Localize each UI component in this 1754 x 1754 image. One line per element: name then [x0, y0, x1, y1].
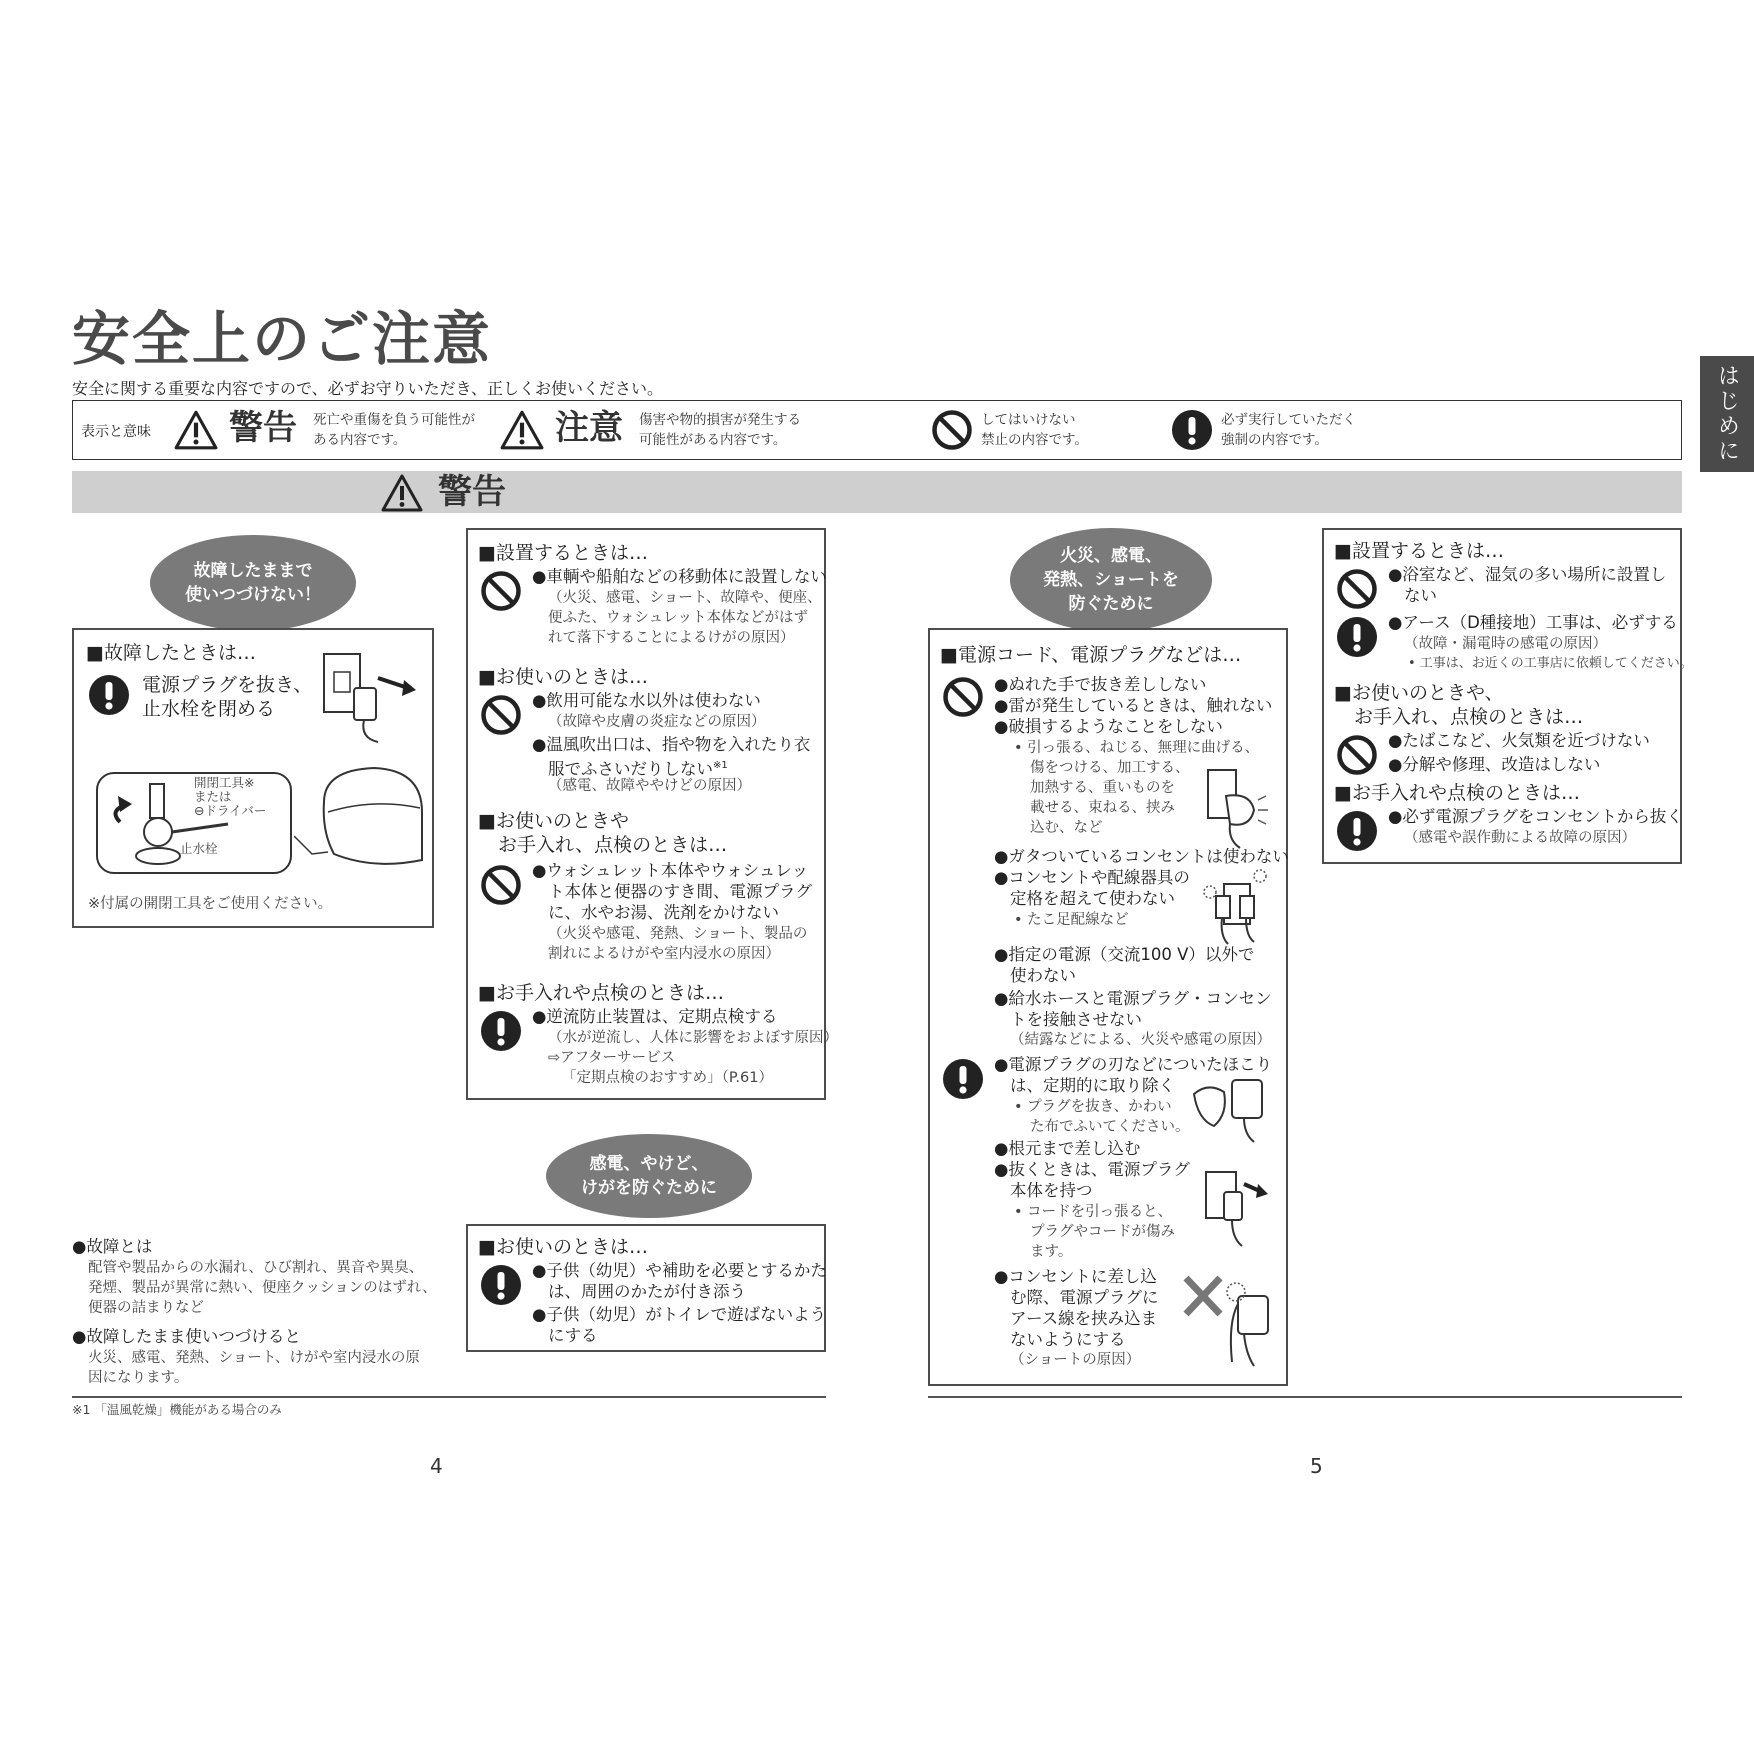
hand-plug-illustration	[1200, 766, 1270, 850]
mandatory-icon	[1171, 409, 1213, 451]
section-heading: ■設置するときは…	[1334, 540, 1504, 562]
mandatory-icon	[1336, 810, 1378, 852]
item-text: ●コンセントや配線器具の	[994, 868, 1190, 887]
section-heading: ■お使いのときや、	[1334, 682, 1504, 704]
prohibit-icon	[480, 570, 522, 612]
item-subtext: 便ふた、ウォシュレット本体などがはず	[548, 610, 808, 626]
item-text: ●ガタついているコンセントは使わない	[994, 847, 1289, 866]
item-text: ●飲用可能な水以外は使わない	[532, 691, 761, 710]
item-text: ●抜くときは、電源プラグ	[994, 1160, 1190, 1179]
section-heading: ■設置するときは…	[478, 542, 648, 564]
outlet-unplug-illustration	[316, 648, 426, 744]
legend-caution-word: 注意	[555, 408, 623, 448]
item-text: アース線を挟み込ま	[1010, 1309, 1158, 1328]
item-text: トを接触させない	[1010, 1010, 1142, 1029]
child-safety-box	[466, 1224, 826, 1352]
banner-label: 警告	[438, 472, 506, 512]
ground-wire-pinch-illustration	[1180, 1270, 1278, 1370]
failure-note: ※付属の開閉工具をご使用ください。	[88, 896, 333, 912]
failure-def-text: 発煙、製品が異常に熱い、便座クッションのはずれ、	[88, 1280, 437, 1296]
item-subtext: • プラグを抜き、かわい	[1014, 1099, 1172, 1115]
item-text: ●電源プラグの刃などについたほこり	[994, 1055, 1273, 1074]
item-text: 定格を超えて使わない	[1010, 889, 1175, 908]
item-subtext: プラグやコードが傷み	[1030, 1224, 1175, 1240]
item-text: ない	[1404, 586, 1437, 605]
warning-banner	[72, 471, 1682, 513]
toilet-illustration	[294, 762, 426, 874]
item-text: にする	[548, 1326, 598, 1345]
failure-consequence-heading: ●故障したまま使いつづけると	[72, 1327, 301, 1346]
item-subtext: 載せる、束ねる、挟み	[1030, 800, 1175, 816]
item-text: ●アース（D種接地）工事は、必ずする	[1388, 613, 1678, 632]
periodic-check-link[interactable]: 「定期点検のおすすめ」（P.61）	[562, 1070, 773, 1086]
item-text: ●給水ホースと電源プラグ・コンセン	[994, 989, 1272, 1008]
prohibit-icon	[1336, 568, 1378, 610]
item-text: ●逆流防止装置は、定期点検する	[532, 1007, 778, 1026]
callout-pill-electric: 感電、やけど、 けがを防ぐために	[546, 1134, 752, 1218]
legend-warning-word: 警告	[229, 408, 297, 448]
item-subtext: 込む、など	[1030, 820, 1103, 836]
label-or: または	[194, 789, 232, 804]
item-text: ●子供（幼児）がトイレで遊ばないよう	[532, 1305, 827, 1324]
item-subtext: ます。	[1030, 1244, 1073, 1260]
item-text: 本体を持つ	[1010, 1181, 1093, 1200]
label-valve: 止水栓	[180, 841, 218, 856]
after-service-link[interactable]: ⇨アフターサービス	[548, 1050, 676, 1066]
item-text: ●分解や修理、改造はしない	[1388, 755, 1601, 774]
section-heading: ■お手入れや点検のときは…	[478, 982, 724, 1004]
prohibit-icon	[480, 864, 522, 906]
prohibit-icon	[931, 409, 973, 451]
item-subtext: • たこ足配線など	[1014, 912, 1129, 928]
side-tab[interactable]: はじめに	[1700, 356, 1754, 472]
item-text: ●必ず電源プラグをコンセントから抜く	[1388, 807, 1683, 826]
failure-line2: 止水栓を閉める	[142, 698, 276, 720]
callout-pill-failure: 故障したままで 使いつづけない！	[150, 535, 356, 631]
failure-box	[72, 628, 434, 928]
prohibit-icon	[480, 694, 522, 736]
item-text: は、周囲のかたが付き添う	[548, 1282, 746, 1301]
wipe-plug-illustration	[1188, 1074, 1272, 1146]
symbol-legend	[72, 400, 1682, 460]
footer-divider-left	[72, 1396, 826, 1398]
failure-heading: ■故障したときは…	[86, 642, 256, 664]
section-heading: ■お使いのときや	[478, 810, 629, 832]
item-text: に、水やお湯、洗剤をかけない	[548, 903, 779, 922]
page-subtitle: 安全に関する重要な内容ですので、必ずお守りいただき、正しくお使いください。	[72, 379, 664, 398]
item-text: ●浴室など、湿気の多い場所に設置し	[1388, 565, 1667, 584]
item-text: ●ウォシュレット本体やウォシュレッ	[532, 861, 809, 880]
item-subtext: （火災、感電、ショート、故障や、便座、	[548, 590, 822, 606]
item-subtext: 加熱する、重いものを	[1030, 780, 1175, 796]
failure-def-text: 便器の詰まりなど	[88, 1300, 204, 1316]
section-heading: お手入れ、点検のときは…	[498, 834, 728, 856]
label-driver: ⊖ドライバー	[194, 803, 267, 818]
page-number-left: 4	[430, 1454, 443, 1478]
failure-def-heading: ●故障とは	[72, 1237, 153, 1256]
install-humidity-box	[1322, 528, 1693, 864]
item-text: ●たばこなど、火気類を近づけない	[1388, 731, 1650, 750]
page-title: 安全上のご注意	[72, 305, 493, 373]
mandatory-icon	[480, 1010, 522, 1052]
item-subtext: （故障・漏電時の感電の原因）	[1404, 636, 1607, 652]
mandatory-icon	[88, 674, 130, 716]
failure-line1: 電源プラグを抜き、	[142, 674, 313, 696]
install-usage-box	[466, 528, 838, 1100]
overloaded-outlet-illustration	[1202, 866, 1272, 946]
caution-triangle-icon	[499, 409, 545, 451]
failure-consequence-text: 火災、感電、発熱、ショート、けがや室内浸水の原	[88, 1350, 420, 1366]
item-text: は、定期的に取り除く	[1010, 1076, 1175, 1095]
item-subtext: た布でふいてください。	[1030, 1119, 1190, 1135]
section-heading: ■お手入れや点検のときは…	[1334, 782, 1580, 804]
mandatory-icon	[480, 1264, 522, 1306]
section-heading: ■お使いのときは…	[478, 666, 648, 688]
item-subtext: • 工事は、お近くの工事店に依頼してください。	[1408, 656, 1693, 671]
item-subtext: • 引っ張る、ねじる、無理に曲げる、	[1014, 740, 1260, 756]
warning-triangle-icon	[173, 409, 219, 451]
item-subtext: れて落下することによるけがの原因）	[548, 630, 795, 646]
section-heading: お手入れ、点検のときは…	[1354, 706, 1584, 728]
mandatory-icon	[942, 1058, 984, 1100]
item-text: ●根元まで差し込む	[994, 1139, 1141, 1158]
unplug-grip-illustration	[1202, 1166, 1272, 1250]
warning-triangle-icon	[380, 473, 424, 513]
item-subtext: 割れによるけがや室内浸水の原因）	[548, 946, 780, 962]
footnote: ※1 「温風乾燥」機能がある場合のみ	[72, 1402, 282, 1417]
callout-pill-fire: 火災、感電、 発熱、ショートを 防ぐために	[1010, 528, 1212, 632]
item-text: ●コンセントに差し込	[994, 1267, 1157, 1286]
prohibit-icon	[1336, 734, 1378, 776]
item-text: む際、電源プラグに	[1010, 1288, 1159, 1307]
item-text: ト本体と便器のすき間、電源プラグ	[548, 882, 812, 901]
legend-warning-desc: 死亡や重傷を負う可能性が ある内容です。	[313, 412, 475, 448]
item-subtext: （火災や感電、発熱、ショート、製品の	[548, 926, 808, 942]
item-subtext: （ショートの原因）	[1010, 1352, 1141, 1368]
item-text: 使わない	[1010, 966, 1076, 985]
footer-divider-right	[928, 1396, 1682, 1398]
legend-caution-desc: 傷害や物的損害が発生する 可能性がある内容です。	[639, 412, 801, 448]
section-heading: ■電源コード、電源プラグなどは…	[940, 644, 1242, 666]
item-subtext: （結露などによる、火災や感電の原因）	[1010, 1032, 1271, 1048]
item-text: ●指定の電源（交流100 V）以外で	[994, 945, 1255, 964]
label-tool: 開閉工具※	[194, 775, 255, 790]
failure-def-text: 配管や製品からの水漏れ、ひび割れ、異音や異臭、	[88, 1260, 424, 1276]
item-subtext: （感電や誤作動による故障の原因）	[1404, 830, 1636, 846]
item-subtext: • コードを引っ張ると、	[1014, 1204, 1173, 1220]
item-text: ●温風吹出口は、指や物を入れたり衣	[532, 735, 811, 754]
item-text: ●ぬれた手で抜き差ししない	[994, 675, 1207, 694]
power-cord-box	[928, 628, 1288, 1386]
legend-prohibit-desc: してはいけない 禁止の内容です。	[981, 412, 1088, 448]
item-text: ●子供（幼児）や補助を必要とするかた	[532, 1261, 827, 1280]
item-text: ●車輌や船舶などの移動体に設置しない	[532, 567, 827, 586]
item-subtext: （感電、故障ややけどの原因）	[548, 778, 751, 794]
section-heading: ■お使いのときは…	[478, 1236, 648, 1258]
item-subtext: （故障や皮膚の炎症などの原因）	[548, 714, 766, 730]
failure-consequence-text: 因になります。	[88, 1370, 189, 1386]
item-subtext: 傷をつける、加工する、	[1030, 760, 1190, 776]
item-text: ●雷が発生しているときは、触れない	[994, 696, 1273, 715]
item-subtext: （水が逆流し、人体に影響をおよぼす原因）	[548, 1030, 838, 1046]
legend-label: 表示と意味	[81, 424, 151, 440]
page-number-right: 5	[1310, 1454, 1323, 1478]
mandatory-icon	[1336, 616, 1378, 658]
item-text: ●破損するようなことをしない	[994, 717, 1223, 736]
legend-mandatory-desc: 必ず実行していただく 強制の内容です。	[1221, 412, 1356, 448]
item-text: 服でふさいだりしない$^{※1}$	[548, 759, 728, 779]
prohibit-icon	[942, 676, 984, 718]
item-text: ないようにする	[1010, 1330, 1126, 1349]
